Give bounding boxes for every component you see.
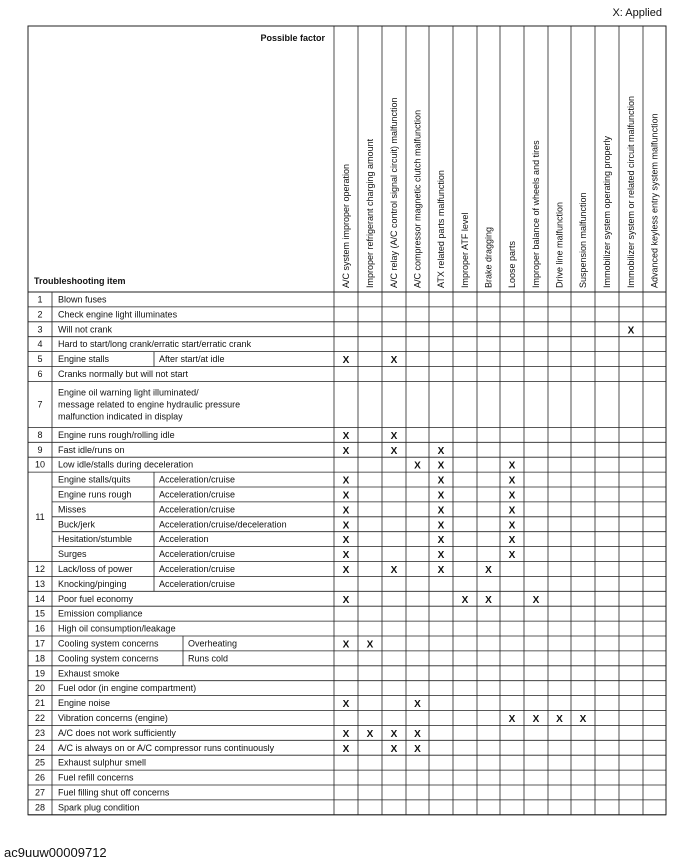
troubleshooting-item: Fast idle/runs on (58, 444, 125, 455)
applied-mark: X (437, 564, 445, 576)
row-number: 4 (37, 339, 43, 350)
row-number: 14 (34, 593, 46, 604)
applied-mark: X (508, 550, 516, 562)
applied-mark: X (508, 713, 516, 725)
applied-mark: X (390, 355, 398, 367)
applied-mark: X (390, 728, 398, 740)
row-number: 12 (34, 563, 46, 574)
troubleshooting-item: Engine oil warning light illuminated/ message related to engine hydraulic pressure malfunction indicated in display (58, 387, 241, 422)
applied-mark: X (342, 355, 350, 367)
applied-mark: X (342, 639, 350, 651)
applied-mark: X (437, 460, 445, 472)
applied-mark: X (342, 743, 350, 755)
troubleshooting-item: Knocking/pinging (58, 578, 127, 589)
applied-mark: X (414, 728, 421, 740)
row-number: 6 (37, 368, 43, 379)
troubleshooting-item: Surges (58, 549, 87, 560)
applied-mark: X (414, 743, 421, 755)
factor-header: Immobilizer system operating properly (602, 135, 612, 288)
troubleshooting-item: Fuel refill concerns (58, 772, 134, 783)
troubleshooting-item: Cooling system concerns (58, 653, 159, 664)
row-number: 16 (34, 623, 46, 634)
row-number: 21 (34, 698, 46, 709)
row-number: 20 (34, 683, 46, 694)
legend-applied: X: Applied (612, 7, 662, 19)
applied-mark: X (437, 520, 445, 532)
troubleshooting-item: Check engine light illuminates (58, 309, 178, 320)
troubleshooting-item: Lack/loss of power (58, 563, 133, 574)
troubleshooting-item: Emission compliance (58, 608, 143, 619)
row-number: 27 (34, 787, 46, 798)
row-number: 8 (37, 429, 43, 440)
applied-mark: X (366, 639, 374, 651)
factor-header: Improper ATF level (460, 212, 470, 288)
applied-mark: X (508, 460, 516, 472)
factor-header: Improper refrigerant charging amount (365, 138, 375, 288)
troubleshooting-item: Will not crank (58, 324, 113, 335)
applied-mark: X (627, 325, 635, 337)
row-number: 15 (34, 608, 46, 619)
applied-mark: X (556, 713, 563, 725)
row-number: 9 (37, 444, 43, 455)
applied-mark: X (390, 743, 398, 755)
row-number: 18 (34, 653, 46, 664)
applied-mark: X (437, 505, 445, 517)
row-number: 7 (37, 399, 43, 410)
troubleshooting-item: Misses (58, 504, 87, 515)
row-number: 3 (37, 324, 43, 335)
applied-mark: X (390, 430, 398, 442)
applied-mark: X (342, 505, 350, 517)
troubleshooting-item: Exhaust smoke (58, 668, 120, 679)
troubleshooting-item: Hard to start/long crank/erratic start/erratic crank (58, 339, 252, 350)
applied-mark: X (508, 490, 516, 502)
troubleshooting-item: Fuel filling shut off concerns (58, 787, 170, 798)
applied-mark: X (508, 505, 516, 517)
row-number: 19 (34, 668, 46, 679)
factor-header: Immobilizer system or related circuit malfunction (626, 95, 636, 288)
troubleshooting-item: High oil consumption/leakage (58, 623, 176, 634)
troubleshooting-item: Spark plug condition (58, 802, 140, 813)
row-number: 2 (37, 309, 43, 320)
condition: Acceleration/cruise (159, 504, 236, 515)
applied-mark: X (485, 564, 492, 576)
applied-mark: X (414, 699, 421, 711)
applied-mark: X (342, 564, 350, 576)
applied-mark: X (342, 699, 350, 711)
factor-header: ATX related parts malfunction (436, 170, 446, 288)
applied-mark: X (342, 535, 350, 547)
row-number: 17 (34, 638, 46, 649)
applied-mark: X (390, 564, 398, 576)
factor-header: Suspension malfunction (578, 192, 588, 288)
row-number: 24 (34, 742, 46, 753)
applied-mark: X (342, 445, 350, 457)
condition: Acceleration/cruise (159, 474, 236, 485)
applied-mark: X (342, 490, 350, 502)
factor-header: A/C system improper operation (341, 163, 351, 288)
troubleshooting-item: A/C does not work sufficiently (58, 727, 176, 738)
troubleshooting-item: Engine runs rough/rolling idle (58, 429, 175, 440)
applied-mark: X (342, 520, 350, 532)
applied-mark: X (437, 550, 445, 562)
troubleshooting-item: Cooling system concerns (58, 638, 159, 649)
troubleshooting-item: Low idle/stalls during deceleration (58, 459, 194, 470)
applied-mark: X (485, 594, 492, 606)
condition: Acceleration/cruise (159, 549, 236, 560)
factor-header: Advanced keyless entry system malfunction (649, 113, 660, 288)
row-number: 11 (35, 511, 45, 522)
troubleshooting-item: Blown fuses (58, 294, 107, 305)
condition: After start/at idle (159, 354, 225, 365)
row-number: 1 (37, 294, 43, 305)
factor-header: Drive line malfunction (554, 201, 565, 288)
condition: Acceleration/cruise/deceleration (159, 519, 287, 530)
applied-mark: X (437, 445, 445, 457)
applied-mark: X (437, 535, 445, 547)
condition: Acceleration/cruise (159, 578, 236, 589)
applied-mark: X (342, 728, 350, 740)
troubleshooting-item: Engine runs rough (58, 489, 132, 500)
factor-header: Loose parts (507, 240, 517, 288)
troubleshooting-item: Poor fuel economy (58, 593, 134, 604)
applied-mark: X (342, 475, 350, 487)
condition: Runs cold (188, 653, 229, 664)
troubleshooting-item: Vibration concerns (engine) (58, 712, 168, 723)
applied-mark: X (579, 713, 587, 725)
applied-mark: X (342, 550, 350, 562)
factor-header: Brake dragging (483, 226, 494, 288)
row-number: 13 (34, 578, 46, 589)
troubleshooting-item: Fuel odor (in engine compartment) (58, 683, 197, 694)
troubleshooting-item: Buck/jerk (58, 519, 96, 530)
row-number: 22 (34, 712, 46, 723)
factor-header: A/C relay (A/C control signal circuit) malfunction (389, 97, 399, 288)
condition: Overheating (188, 638, 238, 649)
troubleshooting-item: Engine stalls/quits (58, 474, 131, 485)
applied-mark: X (508, 535, 516, 547)
row-number: 23 (34, 727, 46, 738)
factor-header: A/C compressor magnetic clutch malfunction (412, 109, 423, 288)
applied-mark: X (342, 430, 350, 442)
row-number: 5 (37, 354, 43, 365)
troubleshooting-item: Engine stalls (58, 354, 110, 365)
applied-mark: X (342, 594, 350, 606)
applied-mark: X (508, 520, 516, 532)
applied-mark: X (508, 475, 516, 487)
condition: Acceleration (159, 534, 209, 545)
applied-mark: X (414, 460, 421, 472)
applied-mark: X (437, 475, 445, 487)
row-number: 10 (34, 459, 46, 470)
condition: Acceleration/cruise (159, 563, 236, 574)
applied-mark: X (390, 445, 398, 457)
row-number: 26 (34, 772, 46, 783)
applied-mark: X (461, 594, 469, 606)
troubleshooting-item-label: Troubleshooting item (34, 276, 126, 286)
row-number: 28 (34, 802, 46, 813)
troubleshooting-item: Exhaust sulphur smell (58, 757, 147, 768)
possible-factor-label: Possible factor (260, 33, 325, 43)
condition: Acceleration/cruise (159, 489, 236, 500)
applied-mark: X (366, 728, 374, 740)
troubleshooting-item: Hesitation/stumble (58, 534, 133, 545)
applied-mark: X (437, 490, 445, 502)
troubleshooting-item: Cranks normally but will not start (58, 368, 189, 379)
reference-code: ac9uuw00009712 (4, 845, 107, 860)
applied-mark: X (532, 594, 540, 606)
applied-mark: X (532, 713, 540, 725)
troubleshooting-item: Engine noise (58, 698, 111, 709)
factor-header: Improper balance of wheels and tires (531, 140, 541, 288)
troubleshooting-item: A/C is always on or A/C compressor runs continuously (58, 742, 275, 753)
row-number: 25 (34, 757, 46, 768)
